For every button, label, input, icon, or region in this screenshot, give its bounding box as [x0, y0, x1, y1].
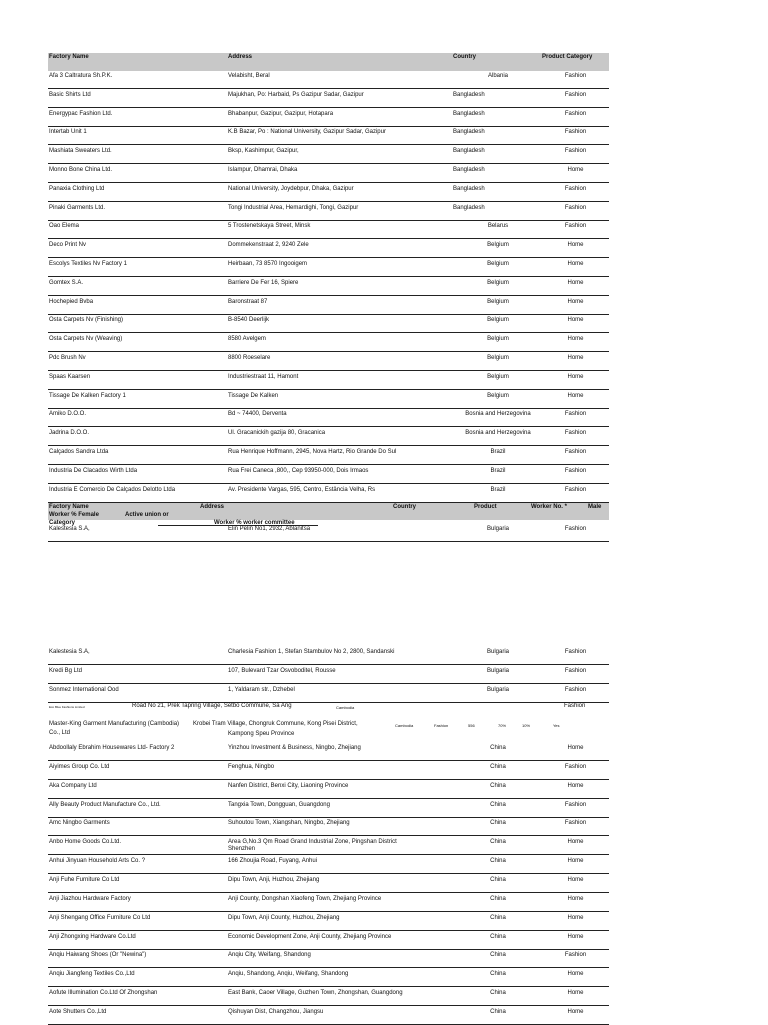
table-row — [48, 855, 609, 874]
product-category: Home — [567, 261, 584, 267]
product-category: Fashion — [564, 668, 587, 674]
factory-country: China — [490, 914, 506, 921]
factory-country: Bangladesh — [453, 148, 485, 155]
factory-country: China — [490, 971, 506, 978]
factory-address: National University, Joydebpur, Dhaka, Gazipur — [228, 185, 354, 192]
product-category: Fashion — [564, 687, 587, 693]
factory-country: Bangladesh — [453, 167, 485, 173]
factory-address: Bksp, Kashimpur, Gazipur, — [228, 148, 299, 155]
factory-address: Tongi Industrial Area, Hemardighi, Tongi, Gazipur — [228, 204, 359, 211]
product-category: Home — [567, 745, 584, 751]
table-row — [48, 1006, 609, 1025]
factory-country: Belgium — [487, 336, 509, 343]
factory-name: Aiyimes Group Co. Ltd — [49, 763, 110, 770]
factory-name: Monno Bone China Ltd. — [49, 167, 113, 173]
table-row — [48, 408, 609, 427]
factory-country: Belgium — [487, 298, 509, 305]
table-row — [48, 258, 609, 277]
table-row — [48, 646, 609, 665]
factory-name: Panaxia Clothing Ltd — [49, 185, 105, 192]
col-active-union: Active union or — [125, 512, 169, 518]
table-row — [48, 183, 609, 202]
factory-country: Brazil — [490, 467, 506, 474]
factory-address: 166 Zhoujia Road, Fuyang, Anhui — [228, 858, 318, 865]
factory-country: China — [490, 839, 506, 846]
table-row — [48, 742, 609, 761]
factory-country: Belgium — [487, 242, 509, 249]
factory-name: Aka Company Ltd — [49, 782, 97, 789]
col-worker-pct-female: Worker % Female — [49, 512, 99, 518]
factory-address: Charlesia Fashion 1, Stefan Stambulov No 2, 2800, Sandanski — [228, 649, 395, 655]
factory-address-line2: Shenzhen — [228, 846, 256, 853]
table-row — [48, 333, 609, 352]
table-header — [48, 53, 609, 71]
factory-country: Belarus — [487, 223, 509, 230]
factory-address: Bd ~ 74400, Derventa — [228, 411, 287, 418]
table-row — [48, 684, 609, 703]
factory-name: Pinaki Garments Ltd. — [49, 204, 106, 211]
product-category: Fashion — [564, 411, 587, 418]
table-row — [48, 874, 609, 893]
table-row — [48, 126, 609, 145]
product-category: Fashion — [564, 952, 587, 959]
factory-address: Qishuyan Dist, Changzhou, Jiangsu — [228, 1008, 324, 1015]
factory-country: Belgium — [487, 317, 509, 324]
factory-country: China — [490, 801, 506, 808]
factory-country: China — [490, 745, 506, 751]
factory-address: Dommekenstraat 2, 9240 Zele — [228, 242, 309, 249]
factory-country: Bangladesh — [453, 91, 485, 98]
factory-country: Bangladesh — [453, 185, 485, 192]
factory-country: China — [490, 876, 506, 883]
factory-name: Anji Fuhe Furniture Co Ltd — [49, 876, 120, 883]
product-category: Home — [567, 336, 584, 343]
product-category: Home — [567, 298, 584, 305]
factory-country: Belgium — [487, 392, 509, 399]
product-category: Home — [567, 990, 584, 997]
col-product-category: Product Category — [542, 54, 593, 60]
product-category: Fashion — [564, 649, 587, 655]
product-category: Fashion — [564, 73, 587, 79]
factory-address: Baronstraat 87 — [228, 298, 268, 305]
factory-name: Ally Beauty Product Manufacture Co., Ltd. — [49, 801, 161, 808]
product-category: Home — [567, 355, 584, 361]
table-row — [48, 817, 609, 836]
col-country: Country — [393, 504, 416, 510]
factory-name: Deco Print Nv — [49, 242, 87, 249]
factory-name: Mashiata Sweaters Ltd. — [49, 148, 112, 155]
factory-country: Bulgaria — [486, 687, 509, 693]
factory-address: Fenghua, Ningbo — [228, 763, 275, 770]
factory-address: 1, Yaldaram str., Dzhebel — [228, 687, 295, 693]
col-address: Address — [228, 54, 253, 60]
table-row — [48, 108, 609, 127]
factory-country: China — [490, 952, 506, 959]
factory-country: Bosnia and Herzegovina — [465, 430, 531, 437]
factory-address: Rua Frei Caneca ,800,, Cep 93950-000, Dois Irmaos — [228, 467, 369, 474]
factory-name: Intertab Unit 1 — [49, 129, 87, 136]
factory-address: Area G,No.3 Qm Road Grand Industrial Zone, Pingshan District — [228, 839, 397, 846]
product-category: Home — [567, 971, 584, 978]
product-category: Home — [567, 392, 584, 399]
factory-name: Osta Carpets Nv (Weaving) — [49, 336, 123, 343]
factory-address: East Bank, Caoer Village, Guzhen Town, Zhongshan, Guangdong — [228, 990, 403, 997]
factory-country: China — [490, 820, 506, 827]
col-worker-no: Worker No. * — [531, 504, 567, 510]
table-row — [48, 277, 609, 296]
factory-country: Brazil — [490, 449, 506, 455]
table-row — [48, 780, 609, 799]
factory-address: Anqiu City, Weifang, Shandong — [228, 952, 311, 959]
factory-name: Industria E Comercio De Calçados Delotto Ltda — [49, 486, 176, 493]
table-row — [48, 912, 609, 931]
table-row — [48, 484, 609, 503]
factory-name: Hochepied Bvba — [49, 298, 94, 305]
table-row — [48, 465, 609, 484]
product-category: Fashion — [564, 185, 587, 192]
factory-address: Economic Development Zone, Anji County, Zhejiang Province — [228, 933, 392, 940]
product-category: Home — [567, 1008, 584, 1015]
factory-name: Anji Shengang Office Furniture Co Ltd — [49, 914, 151, 921]
product-category: Home — [567, 279, 584, 286]
factory-name: Oao Elema — [49, 223, 80, 230]
product-category: Fashion — [564, 204, 587, 211]
factory-address: Anji County, Dongshan Xiaofeng Town, Zhejiang Province — [228, 895, 382, 902]
product-category: Fashion — [564, 820, 587, 827]
table-row — [48, 352, 609, 371]
product-category: Home — [567, 317, 584, 324]
col-country: Country — [453, 54, 476, 60]
product-category: Fashion — [564, 801, 587, 808]
table-row — [48, 968, 609, 987]
table-row — [48, 427, 609, 446]
factory-name: Jadrina D.O.O. — [49, 430, 90, 437]
table-row — [48, 949, 609, 968]
factory-address: Av. Presidente Vargas, 595, Centro, Estância Velha, Rs — [228, 486, 376, 493]
col-factory-name: Factory Name — [49, 504, 89, 510]
factory-address: B-8540 Deerlijk — [228, 317, 270, 324]
factory-address: Rua Henrique Hoffmann, 2945, Nova Hartz, Rio Grande Do Sul — [228, 449, 397, 455]
factory-name: Energypac Fashion Ltd. — [49, 110, 113, 117]
factory-address: 8580 Avelgem — [228, 336, 266, 343]
table-row: Kalestesia S.A, Elin Pelin No1, 2932, Ablanitsa Bulgaria Fashion — [48, 523, 609, 542]
factory-name: Anbo Home Goods Co.Ltd. — [49, 839, 122, 846]
product-category: Fashion — [564, 763, 587, 770]
factory-country: China — [490, 858, 506, 865]
factory-name: Pdc Brush Nv — [49, 355, 86, 361]
factory-name: Kalestesia S.A, — [49, 649, 90, 655]
table-row — [48, 390, 609, 409]
table-row — [48, 239, 609, 258]
table-row — [48, 931, 609, 950]
factory-country: Belgium — [487, 279, 509, 286]
table-row — [48, 836, 609, 855]
factory-address: Bhabanpur, Gazipur, Gazipur, Hotapara — [228, 110, 334, 117]
factory-address: Heirbaan, 73 8570 Ingooigem — [228, 261, 308, 267]
factory-country: Bulgaria — [486, 668, 509, 674]
factory-name: Amiko D.O.O. — [49, 411, 87, 418]
product-category: Home — [567, 858, 584, 865]
factory-address: Anqiu, Shandong, Anqiu, Weifang, Shandong — [228, 971, 349, 978]
product-category: Fashion — [564, 148, 587, 155]
factory-address: Nanfen District, Benxi City, Liaoning Province — [228, 782, 349, 789]
factory-name: Gomtex S.A. — [49, 279, 84, 286]
factory-name: Anji Jiazhou Hardware Factory — [49, 895, 131, 902]
factory-name: Afa 3 Caltratura Sh.P.K. — [49, 73, 113, 79]
factory-country: Albania — [487, 73, 508, 79]
table-row — [48, 202, 609, 221]
col-category: Category — [49, 520, 76, 526]
factory-address: K.B Bazar, Po : National University, Gazipur Sadar, Gazipur — [228, 129, 386, 136]
factory-address: Yinzhou Investment & Business, Ningbo, Zhejiang — [228, 745, 361, 751]
factory-name: Abdoollaly Ebrahim Housewares Ltd- Factory 2 — [49, 745, 175, 751]
product-category: Home — [567, 933, 584, 940]
factory-country: China — [490, 933, 506, 940]
table-row — [48, 987, 609, 1006]
factory-country: Belgium — [487, 373, 509, 380]
product-category: Fashion — [564, 91, 587, 98]
product-category: Home — [567, 839, 584, 846]
factory-country: Belgium — [487, 261, 509, 267]
factory-address: 5 Trostenetskaya Street, Minsk — [228, 223, 311, 230]
factory-address: Ul. Gracanickih gazija 80, Gracanica — [228, 430, 326, 437]
product-category: Home — [567, 914, 584, 921]
factory-name: Anhui Jinyuan Household Arts Co. ? — [49, 858, 146, 865]
factory-address: Velabisht, Beral — [228, 73, 270, 79]
table-row — [48, 89, 609, 108]
factory-address: Dipu Town, Anji, Huzhou, Zhejiang — [228, 876, 320, 883]
product-category: Fashion — [564, 430, 587, 437]
table-row: Master-King Garment Manufacturing (Cambodia) Co., Ltd Krobei Tram Village, Chongruk Commune, Kong Pisei District, Kampong Speu Province Cambodia Fashion 556 70% 10% Yes — [49, 721, 560, 737]
product-category: Home — [567, 782, 584, 789]
factory-name: Industria De Clacados Wirth Ltda — [49, 467, 138, 474]
factory-address: Industriestraat 11, Hamont — [228, 373, 299, 380]
product-category: Fashion — [564, 486, 587, 493]
col-address: Address — [200, 504, 225, 510]
factory-name: Kredi Bg Ltd — [49, 668, 83, 674]
factory-address: Suhoutou Town, Xiangshan, Ningbo, Zhejiang — [228, 820, 350, 827]
factory-name: Calçados Sandra Ltda — [49, 449, 109, 455]
table-row — [48, 893, 609, 912]
factory-country: China — [490, 1008, 506, 1015]
product-category: Fashion — [564, 449, 587, 455]
factory-address: 8800 Roeselare — [228, 355, 271, 361]
factory-name: Tissage De Kalken Factory 1 — [49, 392, 126, 399]
product-category: Fashion — [564, 223, 587, 230]
product-category: Fashion — [564, 129, 587, 136]
factory-name: Anji Zhongxing Hardware Co.Ltd — [49, 933, 136, 940]
factory-name: Osta Carpets Nv (Finishing) — [49, 317, 124, 324]
factory-name: Sonmez International Ood — [49, 687, 119, 693]
product-category: Home — [567, 373, 584, 380]
factory-name: Amc Ningbo Garments — [49, 820, 110, 827]
product-category: Home — [567, 876, 584, 883]
factory-address: Dipu Town, Anji County, Huzhou, Zhejiang — [228, 914, 340, 921]
col-worker-committee: Worker % worker committee — [214, 520, 295, 526]
product-category: Home — [567, 242, 584, 249]
factory-address: Majukhan, Po: Harbaid, Ps Gazipur Sadar, Gazipur — [228, 91, 364, 98]
table-row — [48, 70, 609, 89]
product-category: Home — [567, 895, 584, 902]
factory-address: Tissage De Kalken — [228, 392, 279, 399]
product-category: Fashion — [564, 110, 587, 117]
factory-name: Aofute Illumination Co.Ltd Of Zhongshan — [49, 990, 158, 997]
col-factory-name: Factory Name — [49, 54, 89, 60]
col-product: Product — [474, 504, 497, 510]
factory-country: Bangladesh — [453, 204, 485, 211]
product-category: Fashion — [564, 467, 587, 474]
factory-address: Islampur, Dhamrai, Dhaka — [228, 167, 298, 173]
table-row — [48, 446, 609, 465]
table-row — [48, 296, 609, 315]
factory-country: Bulgaria — [486, 649, 509, 655]
factory-address: Tangxia Town, Dongguan, Guangdong — [228, 801, 330, 808]
table-row-small: Eco Blue Fashions Limited Road No 21, Prek Tapring Village, Setbo Commune, Sa Ang Cambodia Fashion — [49, 703, 586, 710]
table-row — [48, 799, 609, 818]
factory-country: Bangladesh — [453, 129, 485, 136]
factory-name: Anqiu Jiangfeng Textiles Co.,Ltd — [49, 971, 135, 978]
table-row — [48, 761, 609, 780]
factory-country: Bangladesh — [453, 110, 485, 117]
factory-country: Bosnia and Herzegovina — [465, 411, 531, 418]
factory-name: Anqiu Haiwang Shoes (Or "Newina") — [49, 952, 147, 959]
factory-country: China — [490, 782, 506, 789]
factory-country: China — [490, 990, 506, 997]
factory-address: 107, Bulevard Tzar Osvoboditel, Rousse — [228, 668, 336, 674]
factory-name: Basic Shirts Ltd — [49, 91, 91, 98]
factory-name: Aote Shutters Co.,Ltd — [49, 1008, 107, 1015]
factory-country: China — [490, 763, 506, 770]
table-row — [48, 164, 609, 183]
table-row — [48, 314, 609, 333]
table-row — [48, 665, 609, 684]
factory-name: Spaas Kaarsen — [49, 373, 91, 380]
factory-country: Brazil — [490, 486, 506, 493]
product-category: Home — [567, 167, 584, 173]
factory-country: Belgium — [487, 355, 509, 361]
table-row — [48, 371, 609, 390]
factory-country: China — [490, 895, 506, 902]
factory-address: Barriere De Fer 16, Spiere — [228, 279, 299, 286]
col-male: Male — [588, 504, 602, 510]
table-row — [48, 145, 609, 164]
factory-name: Escolys Textiles Nv Factory 1 — [49, 261, 127, 267]
table-row — [48, 220, 609, 239]
